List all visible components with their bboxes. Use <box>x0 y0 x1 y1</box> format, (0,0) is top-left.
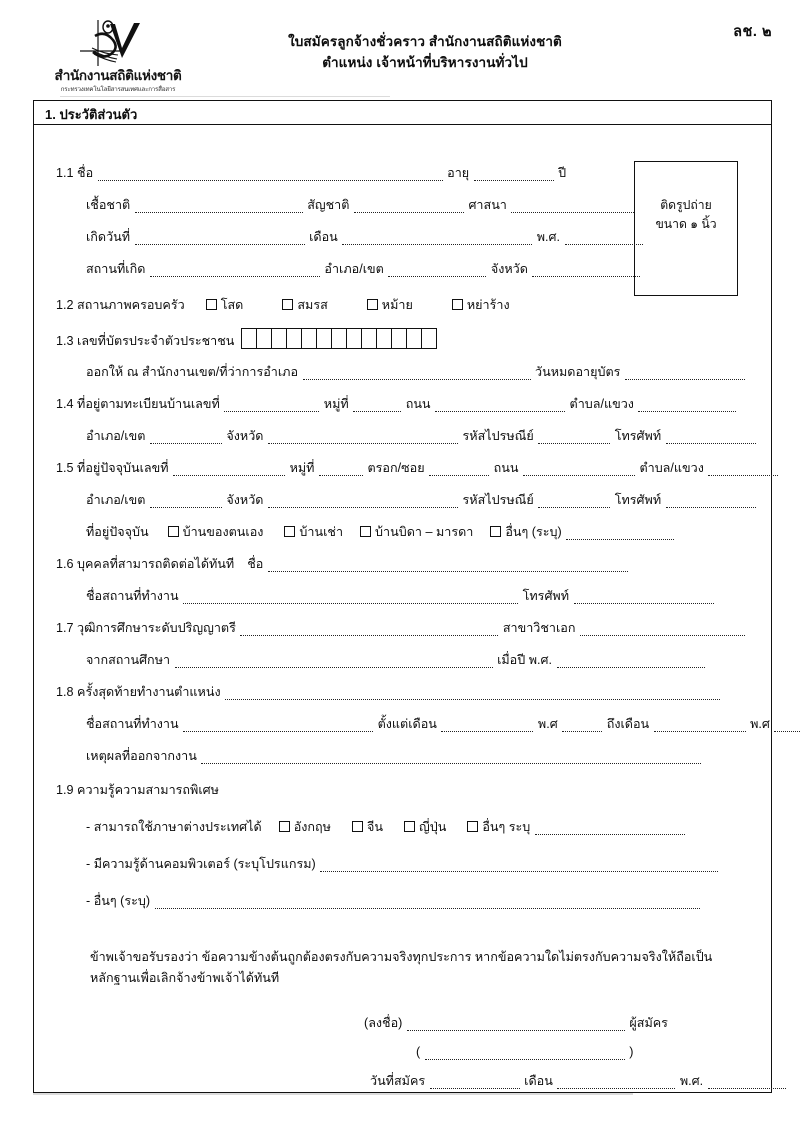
label-birth-year-be: พ.ศ. <box>536 230 561 244</box>
photo-attach-line-2: ขนาด ๑ นิ้ว <box>655 217 717 231</box>
label-current-soi: ตรอก/ซอย <box>367 461 425 475</box>
national-id-digit-box[interactable] <box>286 328 302 349</box>
field-row-special-skills <box>56 782 219 798</box>
housing-label-own: บ้านของตนเอง <box>182 525 264 539</box>
label-emergency-workplace: ชื่อสถานที่ทำงาน <box>86 589 179 603</box>
field-row-national-id <box>56 328 436 353</box>
language-label-english: อังกฤษ <box>293 820 331 834</box>
label-paren-close: ) <box>629 1045 634 1059</box>
input-registered-subdistrict[interactable] <box>638 400 736 412</box>
input-current-postcode[interactable] <box>538 496 610 508</box>
section-title: 1. ประวัติส่วนตัว <box>45 107 138 122</box>
input-current-road[interactable] <box>523 464 635 476</box>
label-institution: จากสถานศึกษา <box>86 653 171 667</box>
checkbox-marital-single[interactable] <box>206 299 217 310</box>
checkbox-marital-widowed[interactable] <box>367 299 378 310</box>
national-id-digit-box[interactable] <box>376 328 392 349</box>
checkbox-marital-married[interactable] <box>282 299 293 310</box>
label-current-address: ที่อยู่ปัจจุบันเลขที่ <box>77 461 169 475</box>
label-application-year: พ.ศ. <box>679 1074 704 1088</box>
label-paren-open: ( <box>416 1045 421 1059</box>
marital-label-single: โสด <box>220 298 244 312</box>
marital-option-widowed[interactable] <box>365 298 417 312</box>
label-employment-from-year: พ.ศ <box>537 717 558 731</box>
field-number-1-7: 1.7 <box>56 621 74 635</box>
photo-attach-line-1: ติดรูปถ่าย <box>660 198 712 212</box>
field-row-institution <box>86 652 706 668</box>
marital-option-single[interactable] <box>204 298 247 312</box>
label-birth-district: อำเภอ/เขต <box>324 262 384 276</box>
field-number-1-9: 1.9 <box>56 783 74 797</box>
form-title-line-1: ใบสมัครลูกจ้างชั่วคราว สำนักงานสถิติแห่งชาติ <box>288 34 562 49</box>
label-current-postcode: รหัสไปรษณีย์ <box>462 493 534 507</box>
organization-ministry: กระทรวงเทคโนโลยีสารสนเทศและการสื่อสาร <box>60 86 176 93</box>
national-id-digit-box[interactable] <box>256 328 272 349</box>
label-religion: ศาสนา <box>468 198 507 212</box>
label-last-workplace: ชื่อสถานที่ทำงาน <box>86 717 179 731</box>
label-birth-province: จังหวัด <box>490 262 528 276</box>
marital-option-divorced[interactable] <box>450 298 510 312</box>
field-number-1-3: 1.3 <box>56 334 74 348</box>
label-registered-address: ที่อยู่ตามทะเบียนบ้านเลขที่ <box>77 397 220 411</box>
input-leave-reason[interactable] <box>201 752 701 764</box>
label-marital-status: สถานภาพครอบครัว <box>77 298 185 312</box>
input-emergency-contact-name[interactable] <box>268 560 628 572</box>
field-row-current-district <box>86 492 757 508</box>
input-birth-district[interactable] <box>388 265 486 277</box>
checkbox-language-english[interactable] <box>279 821 290 832</box>
photo-attach-box <box>634 161 738 296</box>
label-special-skills: ความรู้ความสามารถพิเศษ <box>77 783 219 797</box>
label-registered-phone: โทรศัพท์ <box>614 429 662 443</box>
field-row-registered-address <box>56 396 737 412</box>
label-registered-province: จังหวัด <box>226 429 264 443</box>
field-row-name <box>56 165 566 181</box>
label-birth-date: เกิดวันที่ <box>86 230 131 244</box>
checkbox-language-chinese[interactable] <box>352 821 363 832</box>
signature-line <box>364 1015 764 1031</box>
field-row-ethnicity <box>86 197 635 213</box>
field-row-birthdate <box>86 229 644 245</box>
label-id-issued-at: ออกให้ ณ สำนักงานเขต/ที่ว่าการอำเภอ <box>86 365 299 379</box>
national-id-digit-box[interactable] <box>391 328 407 349</box>
national-id-digit-box[interactable] <box>241 328 257 349</box>
checkbox-language-japanese[interactable] <box>404 821 415 832</box>
label-id-expiry: วันหมดอายุบัตร <box>535 365 621 379</box>
checkbox-marital-divorced[interactable] <box>452 299 463 310</box>
checkbox-housing-parents[interactable] <box>360 526 371 537</box>
field-row-leave-reason <box>86 748 702 764</box>
label-other-skills: - อื่นๆ (ระบุ) <box>86 894 151 908</box>
label-national-id: เลขที่บัตรประจำตัวประชาชน <box>77 334 235 348</box>
language-label-chinese: จีน <box>366 820 383 834</box>
label-employment-to-month: ถึงเดือน <box>606 717 650 731</box>
label-current-moo: หมู่ที่ <box>289 461 315 475</box>
section-header-band <box>34 101 771 125</box>
input-employment-to-year[interactable] <box>774 720 800 732</box>
language-option-english[interactable] <box>277 820 335 834</box>
input-registered-moo[interactable] <box>353 400 401 412</box>
label-application-date: วันที่สมัคร <box>370 1074 426 1088</box>
input-registered-house-no[interactable] <box>224 400 319 412</box>
input-birth-place[interactable] <box>150 265 320 277</box>
input-birth-date[interactable] <box>135 233 305 245</box>
input-ethnicity[interactable] <box>135 201 303 213</box>
declaration-text: ข้าพเจ้าขอรับรองว่า ข้อความข้างต้นถูกต้องตรงกับความจริงทุกประการ หากข้อความใดไม่ตรงกับความจริงให้ถือเป็นหลักฐานเพื่อเลิกจ้างข้าพเจ้าได้ทันที <box>90 950 713 985</box>
marital-label-divorced: หย่าร้าง <box>466 298 510 312</box>
application-date-line <box>364 1073 764 1089</box>
input-registered-district[interactable] <box>150 432 222 444</box>
label-applicant: ผู้สมัคร <box>629 1016 668 1030</box>
input-registered-province[interactable] <box>268 432 458 444</box>
checkbox-housing-rented[interactable] <box>284 526 295 537</box>
label-leave-reason: เหตุผลที่ออกจากงาน <box>86 749 197 763</box>
form-border <box>33 100 772 1093</box>
label-employment-from-month: ตั้งแต่เดือน <box>377 717 437 731</box>
field-number-1-2: 1.2 <box>56 298 74 312</box>
national-id-digit-box[interactable] <box>421 328 437 349</box>
input-id-issued-at[interactable] <box>303 368 531 380</box>
input-employment-from-year[interactable] <box>562 720 602 732</box>
form-code-label: ลช. ๒ <box>733 24 772 40</box>
form-title-block <box>215 32 635 74</box>
input-language-other[interactable] <box>535 823 685 835</box>
input-graduation-year[interactable] <box>557 656 705 668</box>
scan-artifact-top <box>60 96 390 97</box>
field-row-last-position <box>56 684 721 700</box>
field-row-education <box>56 620 746 636</box>
label-year-unit: ปี <box>558 166 567 180</box>
field-row-registered-district <box>86 428 757 444</box>
input-degree[interactable] <box>240 624 498 636</box>
label-degree: วุฒิการศึกษาระดับปริญญาตรี <box>77 621 236 635</box>
nso-logo-icon <box>68 18 168 68</box>
label-nationality: สัญชาติ <box>307 198 350 212</box>
signature-block <box>364 1015 764 1102</box>
national-id-digit-box[interactable] <box>361 328 377 349</box>
field-row-marital-status <box>56 297 510 313</box>
field-row-id-issued <box>86 364 746 380</box>
input-institution[interactable] <box>175 656 493 668</box>
input-birth-year[interactable] <box>565 233 643 245</box>
label-age: อายุ <box>447 166 470 180</box>
field-number-1-4: 1.4 <box>56 397 74 411</box>
input-national-id-boxes[interactable] <box>241 328 436 353</box>
label-foreign-languages: - สามารถใช้ภาษาต่างประเทศได้ <box>86 820 262 834</box>
input-birth-province[interactable] <box>532 265 640 277</box>
label-registered-subdistrict: ตำบล/แขวง <box>569 397 634 411</box>
page-header <box>0 0 800 100</box>
label-major: สาขาวิชาเอก <box>502 621 576 635</box>
field-row-emergency-contact <box>56 556 629 572</box>
field-row-languages <box>86 819 686 835</box>
national-id-digit-box[interactable] <box>331 328 347 349</box>
input-signature[interactable] <box>407 1019 625 1031</box>
input-religion[interactable] <box>511 201 634 213</box>
label-current-district: อำเภอ/เขต <box>86 493 146 507</box>
language-option-other[interactable] <box>465 820 533 834</box>
label-current-road: ถนน <box>493 461 519 475</box>
field-row-emergency-workplace <box>86 588 715 604</box>
printed-name-line <box>364 1044 764 1060</box>
input-current-moo[interactable] <box>319 464 363 476</box>
field-row-last-workplace <box>86 716 800 732</box>
input-registered-road[interactable] <box>435 400 565 412</box>
label-birth-place: สถานที่เกิด <box>86 262 146 276</box>
label-last-position: ครั้งสุดท้ายทำงานตำแหน่ง <box>77 685 221 699</box>
input-application-year[interactable] <box>708 1077 786 1089</box>
input-emergency-phone[interactable] <box>574 592 714 604</box>
input-last-workplace[interactable] <box>183 720 373 732</box>
label-current-subdistrict: ตำบล/แขวง <box>639 461 704 475</box>
input-last-position[interactable] <box>225 688 720 700</box>
field-row-housing-type <box>86 524 675 540</box>
field-number-1-5: 1.5 <box>56 461 74 475</box>
national-id-digit-box[interactable] <box>271 328 287 349</box>
input-current-province[interactable] <box>268 496 458 508</box>
organization-logo-block <box>28 18 208 94</box>
housing-option-rented[interactable] <box>282 525 346 539</box>
national-id-digit-box[interactable] <box>316 328 332 349</box>
scan-artifact-bottom <box>33 1093 633 1095</box>
label-application-month: เดือน <box>524 1074 553 1088</box>
field-number-1-1: 1.1 <box>56 166 74 180</box>
language-option-japanese[interactable] <box>402 820 450 834</box>
input-printed-name[interactable] <box>425 1048 625 1060</box>
housing-option-own[interactable] <box>166 525 267 539</box>
checkbox-housing-other[interactable] <box>490 526 501 537</box>
input-birth-month[interactable] <box>342 233 532 245</box>
form-body <box>34 125 771 1092</box>
label-name: ชื่อ <box>77 166 94 180</box>
input-nationality[interactable] <box>354 201 464 213</box>
organization-name: สำนักงานสถิติแห่งชาติ <box>54 68 182 83</box>
input-other-skills[interactable] <box>155 897 700 909</box>
input-emergency-workplace[interactable] <box>183 592 518 604</box>
input-application-month[interactable] <box>557 1077 675 1089</box>
input-employment-from-month[interactable] <box>441 720 533 732</box>
input-name[interactable] <box>98 169 443 181</box>
input-current-district[interactable] <box>150 496 222 508</box>
label-registered-postcode: รหัสไปรษณีย์ <box>462 429 534 443</box>
national-id-digit-box[interactable] <box>346 328 362 349</box>
marital-label-married: สมรส <box>297 298 328 312</box>
input-registered-phone[interactable] <box>666 432 756 444</box>
housing-label-rented: บ้านเช่า <box>299 525 344 539</box>
field-number-1-6: 1.6 <box>56 557 74 571</box>
label-employment-to-year: พ.ศ <box>750 717 770 731</box>
housing-option-other[interactable] <box>488 525 565 539</box>
field-number-1-8: 1.8 <box>56 685 74 699</box>
field-row-current-address <box>56 460 779 476</box>
language-option-chinese[interactable] <box>350 820 387 834</box>
checkbox-housing-own[interactable] <box>168 526 179 537</box>
input-current-soi[interactable] <box>429 464 489 476</box>
form-title-line-2: ตำแหน่ง เจ้าหน้าที่บริหารงานทั่วไป <box>322 54 528 70</box>
housing-label-other: อื่นๆ (ระบุ) <box>505 525 562 539</box>
label-signature: (ลงชื่อ) <box>364 1016 403 1030</box>
label-birth-month: เดือน <box>309 230 338 244</box>
label-ethnicity: เชื้อชาติ <box>86 198 131 212</box>
label-registered-moo: หมู่ที่ <box>323 397 349 411</box>
input-id-expiry[interactable] <box>625 368 745 380</box>
label-current-province: จังหวัด <box>226 493 264 507</box>
national-id-digit-box[interactable] <box>301 328 317 349</box>
label-current-phone: โทรศัพท์ <box>614 493 662 507</box>
label-graduation-year: เมื่อปี พ.ศ. <box>497 653 553 667</box>
input-current-subdistrict[interactable] <box>708 464 778 476</box>
input-current-house-no[interactable] <box>173 464 285 476</box>
national-id-digit-box[interactable] <box>406 328 422 349</box>
checkbox-language-other[interactable] <box>467 821 478 832</box>
language-label-other: อื่นๆ ระบุ <box>482 820 531 834</box>
field-row-computer-skills <box>86 856 719 872</box>
label-registered-road: ถนน <box>405 397 431 411</box>
housing-label-parents: บ้านบิดา – มารดา <box>375 525 474 539</box>
language-label-japanese: ญี่ปุ่น <box>418 820 447 834</box>
label-registered-district: อำเภอ/เขต <box>86 429 146 443</box>
input-housing-other[interactable] <box>566 528 674 540</box>
field-row-other-skills <box>86 893 701 909</box>
label-emergency-contact-name: ชื่อ <box>247 557 264 571</box>
input-computer-skills[interactable] <box>320 860 718 872</box>
label-housing-type: ที่อยู่ปัจจุบัน <box>86 525 149 539</box>
marital-option-married[interactable] <box>280 298 331 312</box>
input-major[interactable] <box>580 624 745 636</box>
input-current-phone[interactable] <box>666 496 756 508</box>
label-computer-skills: - มีความรู้ด้านคอมพิวเตอร์ (ระบุโปรแกรม) <box>86 857 316 871</box>
label-emergency-contact: บุคคลที่สามารถติดต่อได้ทันที <box>77 557 235 571</box>
housing-option-parents[interactable] <box>358 525 477 539</box>
input-employment-to-month[interactable] <box>654 720 746 732</box>
input-age[interactable] <box>474 169 554 181</box>
input-registered-postcode[interactable] <box>538 432 610 444</box>
marital-label-widowed: หม้าย <box>381 298 413 312</box>
field-row-birthplace <box>86 261 641 277</box>
input-application-date[interactable] <box>430 1077 520 1089</box>
label-emergency-phone: โทรศัพท์ <box>522 589 570 603</box>
